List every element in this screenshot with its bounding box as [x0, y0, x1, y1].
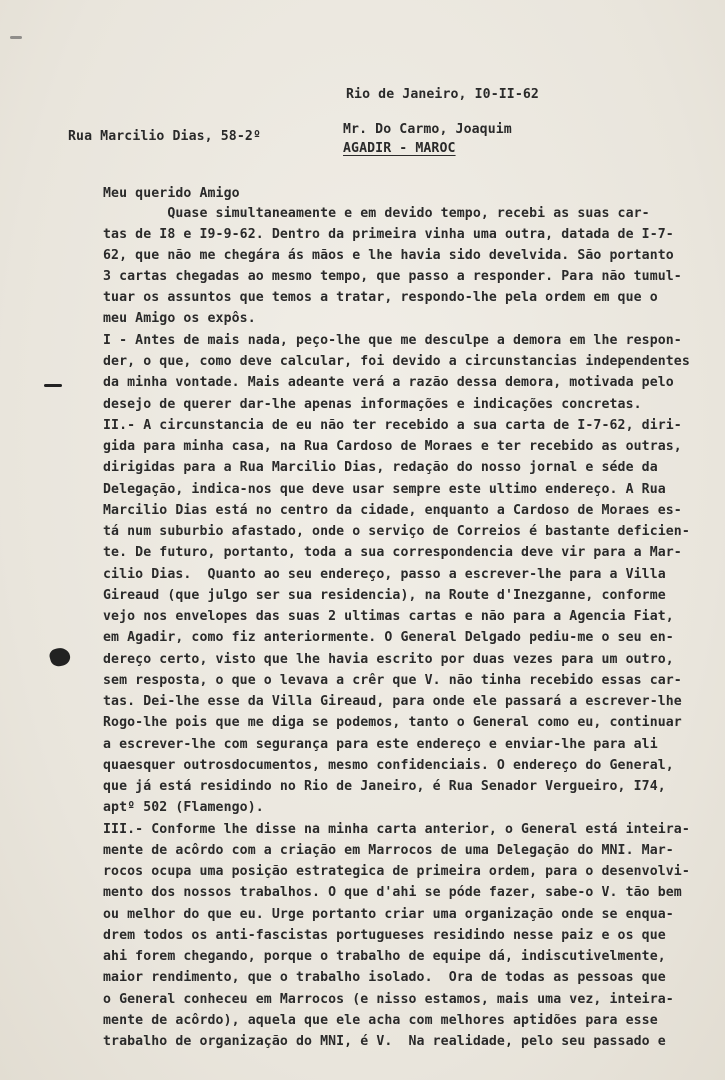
body-line: III.- Conforme lhe disse na minha carta anterior, o General está inteira- [103, 822, 690, 837]
punch-mark-middle [44, 384, 62, 387]
body-line: dirigidas para a Rua Marcilio Dias, redação do nosso jornal e séde da [103, 460, 658, 475]
body-line: meu Amigo os expôs. [103, 311, 256, 326]
body-line: I - Antes de mais nada, peço-lhe que me desculpe a demora em lhe respon- [103, 333, 682, 348]
body-line: Rogo-lhe pois que me diga se podemos, tanto o General como eu, continuar [103, 715, 682, 730]
body-line: tuar os assuntos que temos a tratar, respondo-lhe pela ordem em que o [103, 290, 658, 305]
body-line: aptº 502 (Flamengo). [103, 800, 264, 815]
body-line: Delegação, indica-nos que deve usar sempre este ultimo endereço. A Rua [103, 482, 666, 497]
body-line: da minha vontade. Mais adeante verá a razão dessa demora, motivada pelo [103, 375, 674, 390]
recipient-name: Mr. Do Carmo, Joaquim [343, 122, 512, 137]
body-line: drem todos os anti-fascistas portugueses residindo nesse paiz e os que [103, 928, 666, 943]
body-line: sem resposta, o que o levava a crêr que V. não tinha recebido essas car- [103, 673, 682, 688]
body-line: 62, que não me chegára ás mãos e lhe havia sido develvida. São portanto [103, 248, 674, 263]
body-line: rocos ocupa uma posição estrategica de primeira ordem, para o desenvolvi- [103, 864, 690, 879]
body-line: Quase simultaneamente e em devido tempo, recebi as suas car- [103, 206, 650, 221]
punch-mark-lower [48, 646, 72, 669]
body-line: trabalho de organização do MNI, é V. Na realidade, pelo seu passado e [103, 1034, 666, 1049]
body-line: der, o que, como deve calcular, foi devido a circunstancias independentes [103, 354, 690, 369]
body-line: mento dos nossos trabalhos. O que d'ahi se póde fazer, sabe-o V. tão bem [103, 885, 682, 900]
body-line: maior rendimento, que o trabalho isolado. Ora de todas as pessoas que [103, 970, 666, 985]
body-line: ou melhor do que eu. Urge portanto criar uma organização onde se enqua- [103, 907, 674, 922]
sender-address: Rua Marcilio Dias, 58-2º [68, 129, 261, 144]
body-line: mente de acôrdo com a criação em Marrocos de uma Delegação do MNI. Mar- [103, 843, 674, 858]
body-line: Gireaud (que julgo ser sua residencia), na Route d'Inezganne, conforme [103, 588, 666, 603]
body-line: cilio Dias. Quanto ao seu endereço, passo a escrever-lhe para a Villa [103, 567, 666, 582]
body-line: dereço certo, visto que lhe havia escrito por duas vezes para um outro, [103, 652, 674, 667]
salutation: Meu querido Amigo [103, 186, 240, 201]
body-line: desejo de querer dar-lhe apenas informações e indicações concretas. [103, 397, 642, 412]
body-line: em Agadir, como fiz anteriormente. O General Delgado pediu-me o seu en- [103, 630, 674, 645]
body-line: mente de acôrdo), aquela que ele acha com melhores aptidões para esse [103, 1013, 658, 1028]
recipient-place: AGADIR - MAROC [343, 141, 456, 156]
date-line: Rio de Janeiro, I0-II-62 [346, 87, 539, 102]
body-line: ahi forem chegando, porque o trabalho de equipe dá, indiscutivelmente, [103, 949, 666, 964]
body-line: o General conheceu em Marrocos (e nisso estamos, mais uma vez, inteira- [103, 992, 674, 1007]
body-line: 3 cartas chegadas ao mesmo tempo, que passo a responder. Para não tumul- [103, 269, 682, 284]
body-line: tas de I8 e I9-9-62. Dentro da primeira vinha uma outra, datada de I-7- [103, 227, 674, 242]
body-line: que já está residindo no Rio de Janeiro, é Rua Senador Vergueiro, I74, [103, 779, 666, 794]
body-line: tas. Dei-lhe esse da Villa Gireaud, para onde ele passará a escrever-lhe [103, 694, 682, 709]
body-line: vejo nos envelopes das suas 2 ultimas cartas e não para a Agencia Fiat, [103, 609, 674, 624]
punch-mark-top [10, 36, 22, 39]
body-line: II.- A circunstancia de eu não ter recebido a sua carta de I-7-62, diri- [103, 418, 682, 433]
body-line: a escrever-lhe com segurança para este endereço e enviar-lhe para ali [103, 737, 658, 752]
body-line: gida para minha casa, na Rua Cardoso de Moraes e ter recebido as outras, [103, 439, 682, 454]
body-line: te. De futuro, portanto, toda a sua correspondencia deve vir para a Mar- [103, 545, 682, 560]
body-line: quaesquer outrosdocumentos, mesmo confidenciais. O endereço do General, [103, 758, 674, 773]
body-line: tá num suburbio afastado, onde o serviço de Correios é bastante deficien- [103, 524, 690, 539]
body-line: Marcilio Dias está no centro da cidade, enquanto a Cardoso de Moraes es- [103, 503, 682, 518]
